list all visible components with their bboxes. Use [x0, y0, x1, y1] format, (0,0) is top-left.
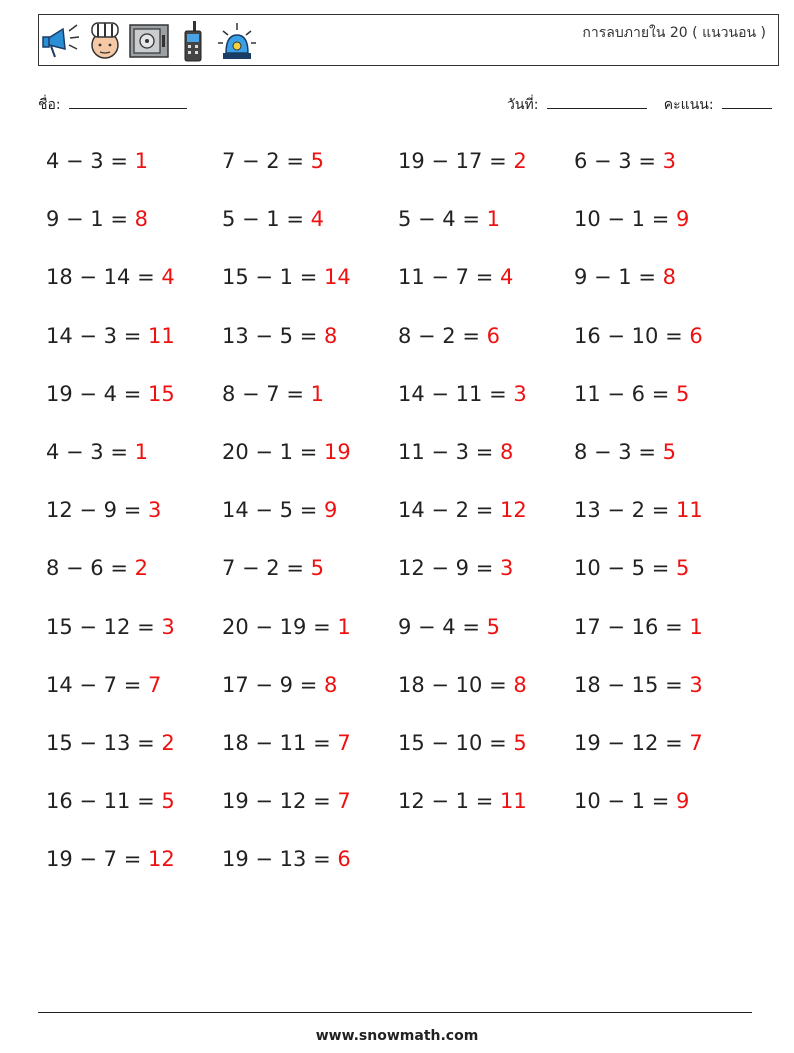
problem-answer: 11 — [675, 498, 703, 523]
problem-answer: 3 — [499, 556, 514, 581]
problem-answer: 8 — [323, 323, 338, 348]
problem-question: 14 − 3 = — [46, 323, 148, 348]
walkie-talkie-icon — [173, 19, 213, 63]
problem-item — [46, 492, 222, 550]
problem-question: 9 − 4 = — [398, 614, 487, 639]
problem-question: 14 − 2 = — [398, 498, 500, 523]
problem-answer: 4 — [161, 265, 175, 290]
problem-item — [574, 434, 750, 492]
problem-item — [574, 609, 750, 667]
problem-answer: 3 — [689, 672, 703, 697]
problem-question: 14 − 11 = — [398, 381, 514, 406]
problem-item — [46, 783, 222, 841]
problem-question: 8 − 6 = — [46, 556, 135, 581]
problem-question: 12 − 1 = — [398, 789, 500, 814]
problem-item — [222, 609, 398, 667]
problem-question: 19 − 12 = — [222, 789, 338, 814]
problem-item — [222, 143, 398, 201]
problem-item — [398, 667, 574, 725]
problem-question: 9 − 1 = — [46, 207, 135, 232]
footer-divider — [38, 1012, 752, 1013]
problem-answer: 5 — [310, 556, 324, 581]
problem-answer: 8 — [499, 439, 514, 464]
student-info-row — [38, 94, 772, 116]
problem-question: 16 − 11 = — [46, 789, 162, 814]
problem-answer: 11 — [147, 323, 175, 348]
problem-answer: 1 — [337, 614, 351, 639]
problem-item — [222, 841, 398, 899]
problem-item — [574, 259, 750, 317]
problem-question: 5 − 4 = — [398, 207, 487, 232]
problem-answer: 2 — [513, 149, 527, 173]
problem-question: 19 − 4 = — [46, 381, 148, 406]
problem-item — [222, 376, 398, 434]
problem-answer: 7 — [337, 789, 351, 814]
date-blank[interactable] — [547, 94, 647, 109]
problem-question: 19 − 13 = — [222, 847, 338, 872]
problem-answer: 1 — [486, 207, 500, 232]
problem-question: 8 − 7 = — [222, 381, 311, 406]
problem-item — [574, 376, 750, 434]
problem-item — [46, 143, 222, 201]
problem-item — [398, 492, 574, 550]
problem-answer: 11 — [499, 789, 527, 814]
problem-item — [398, 201, 574, 259]
problem-question: 13 − 5 = — [222, 323, 324, 348]
problem-question: 12 − 9 = — [46, 498, 148, 523]
problem-answer: 3 — [161, 614, 175, 639]
worksheet-title: การลบภายใน 20 ( แนวนอน ) — [582, 25, 766, 41]
problem-answer: 1 — [134, 439, 148, 464]
problem-item — [398, 609, 574, 667]
problem-item — [46, 841, 222, 899]
problem-answer: 3 — [513, 381, 527, 406]
problem-item — [222, 434, 398, 492]
problem-item — [222, 550, 398, 608]
problem-item — [398, 376, 574, 434]
problem-item — [46, 609, 222, 667]
problem-item — [574, 318, 750, 376]
problem-item — [46, 667, 222, 725]
problem-answer: 2 — [134, 556, 148, 581]
prisoner-icon — [85, 19, 125, 63]
problem-question: 11 − 3 = — [398, 439, 500, 464]
problem-question: 16 − 10 = — [574, 323, 690, 348]
problem-item — [574, 143, 750, 201]
problem-answer: 9 — [675, 207, 690, 232]
problem-item — [398, 259, 574, 317]
problem-item — [398, 550, 574, 608]
problem-question: 15 − 10 = — [398, 730, 514, 755]
problem-answer: 3 — [662, 149, 676, 173]
problem-answer: 19 — [323, 439, 351, 464]
problem-question: 18 − 14 = — [46, 265, 162, 290]
problem-answer: 9 — [323, 498, 338, 523]
problem-question: 18 − 11 = — [222, 730, 338, 755]
date-label: วันที่: — [507, 97, 539, 113]
problem-question: 15 − 1 = — [222, 265, 324, 290]
problem-question: 19 − 7 = — [46, 847, 148, 872]
problem-item — [222, 201, 398, 259]
problem-question: 7 − 2 = — [222, 556, 311, 581]
problem-question: 20 − 19 = — [222, 614, 338, 639]
problem-answer: 5 — [675, 381, 690, 406]
problem-item — [574, 492, 750, 550]
problem-question: 10 − 1 = — [574, 207, 676, 232]
problem-question: 15 − 13 = — [46, 730, 162, 755]
problem-question: 8 − 3 = — [574, 439, 663, 464]
problem-answer: 1 — [310, 381, 324, 406]
problem-answer: 6 — [486, 323, 500, 348]
problem-question: 14 − 7 = — [46, 672, 148, 697]
problem-item — [46, 201, 222, 259]
problem-answer: 9 — [675, 789, 690, 814]
problem-item — [222, 667, 398, 725]
problem-item — [46, 434, 222, 492]
problem-answer: 5 — [310, 149, 324, 173]
problem-item — [574, 550, 750, 608]
problem-question: 10 − 5 = — [574, 556, 676, 581]
problem-item — [46, 376, 222, 434]
problem-answer: 3 — [147, 498, 162, 523]
worksheet-header — [38, 14, 779, 66]
problem-question: 20 − 1 = — [222, 439, 324, 464]
problem-item — [574, 667, 750, 725]
problem-answer: 8 — [513, 672, 527, 697]
problem-item — [398, 143, 574, 201]
name-label: ชื่อ: — [38, 97, 61, 113]
problem-question: 5 − 1 = — [222, 207, 311, 232]
problem-answer: 5 — [513, 730, 527, 755]
problem-question: 11 − 7 = — [398, 265, 500, 290]
header-icons — [41, 19, 257, 63]
problem-answer: 8 — [662, 265, 676, 290]
problem-question: 7 − 2 = — [222, 149, 311, 173]
problem-answer: 5 — [675, 556, 690, 581]
problem-question: 18 − 15 = — [574, 672, 690, 697]
problem-grid — [46, 143, 750, 899]
problem-question: 14 − 5 = — [222, 498, 324, 523]
problem-item — [398, 783, 574, 841]
problem-item — [222, 492, 398, 550]
megaphone-icon — [41, 19, 81, 63]
problem-item — [222, 783, 398, 841]
problem-item — [574, 725, 750, 783]
problem-answer: 7 — [147, 672, 162, 697]
footer-url[interactable]: www.snowmath.com — [315, 1028, 479, 1044]
name-blank[interactable] — [69, 94, 187, 109]
problem-answer: 4 — [499, 265, 514, 290]
problem-item — [222, 259, 398, 317]
problem-answer: 14 — [323, 265, 351, 290]
problem-answer: 4 — [310, 207, 324, 232]
score-label: คะแนน: — [663, 97, 714, 113]
problem-answer: 15 — [147, 381, 175, 406]
safe-icon — [129, 19, 169, 63]
problem-question: 6 − 3 = — [574, 149, 663, 173]
problem-question: 17 − 9 = — [222, 672, 324, 697]
name-field[interactable] — [38, 94, 187, 116]
problem-answer: 12 — [147, 847, 175, 872]
problem-question: 19 − 17 = — [398, 149, 514, 173]
problem-answer: 1 — [134, 149, 148, 173]
problem-item — [46, 725, 222, 783]
problem-item — [46, 259, 222, 317]
problem-answer: 8 — [134, 207, 148, 232]
problem-answer: 7 — [337, 730, 351, 755]
problem-answer: 2 — [161, 730, 175, 755]
problem-question: 17 − 16 = — [574, 614, 690, 639]
problem-item — [46, 318, 222, 376]
problem-question: 19 − 12 = — [574, 730, 690, 755]
problem-question: 10 − 1 = — [574, 789, 676, 814]
date-score-fields — [507, 94, 772, 116]
problem-answer: 6 — [689, 323, 703, 348]
problem-answer: 5 — [662, 439, 676, 464]
problem-question: 12 − 9 = — [398, 556, 500, 581]
problem-question: 4 − 3 = — [46, 149, 135, 173]
problem-answer: 5 — [486, 614, 500, 639]
problem-item — [574, 783, 750, 841]
problem-item — [398, 725, 574, 783]
problem-question: 13 − 2 = — [574, 498, 676, 523]
problem-item — [222, 725, 398, 783]
problem-question: 15 − 12 = — [46, 614, 162, 639]
problem-answer: 6 — [337, 847, 351, 872]
problem-item — [222, 318, 398, 376]
problem-answer: 8 — [323, 672, 338, 697]
problem-question: 8 − 2 = — [398, 323, 487, 348]
problem-question: 9 − 1 = — [574, 265, 663, 290]
problem-answer: 5 — [161, 789, 175, 814]
problem-item — [398, 318, 574, 376]
problem-item — [46, 550, 222, 608]
problem-item — [574, 201, 750, 259]
problem-question: 18 − 10 = — [398, 672, 514, 697]
problem-answer: 7 — [689, 730, 703, 755]
problem-item — [398, 434, 574, 492]
problem-answer: 12 — [499, 498, 527, 523]
problem-question: 4 − 3 = — [46, 439, 135, 464]
score-blank[interactable] — [722, 94, 772, 109]
siren-icon — [217, 19, 257, 63]
problem-question: 11 − 6 = — [574, 381, 676, 406]
problem-answer: 1 — [689, 614, 703, 639]
